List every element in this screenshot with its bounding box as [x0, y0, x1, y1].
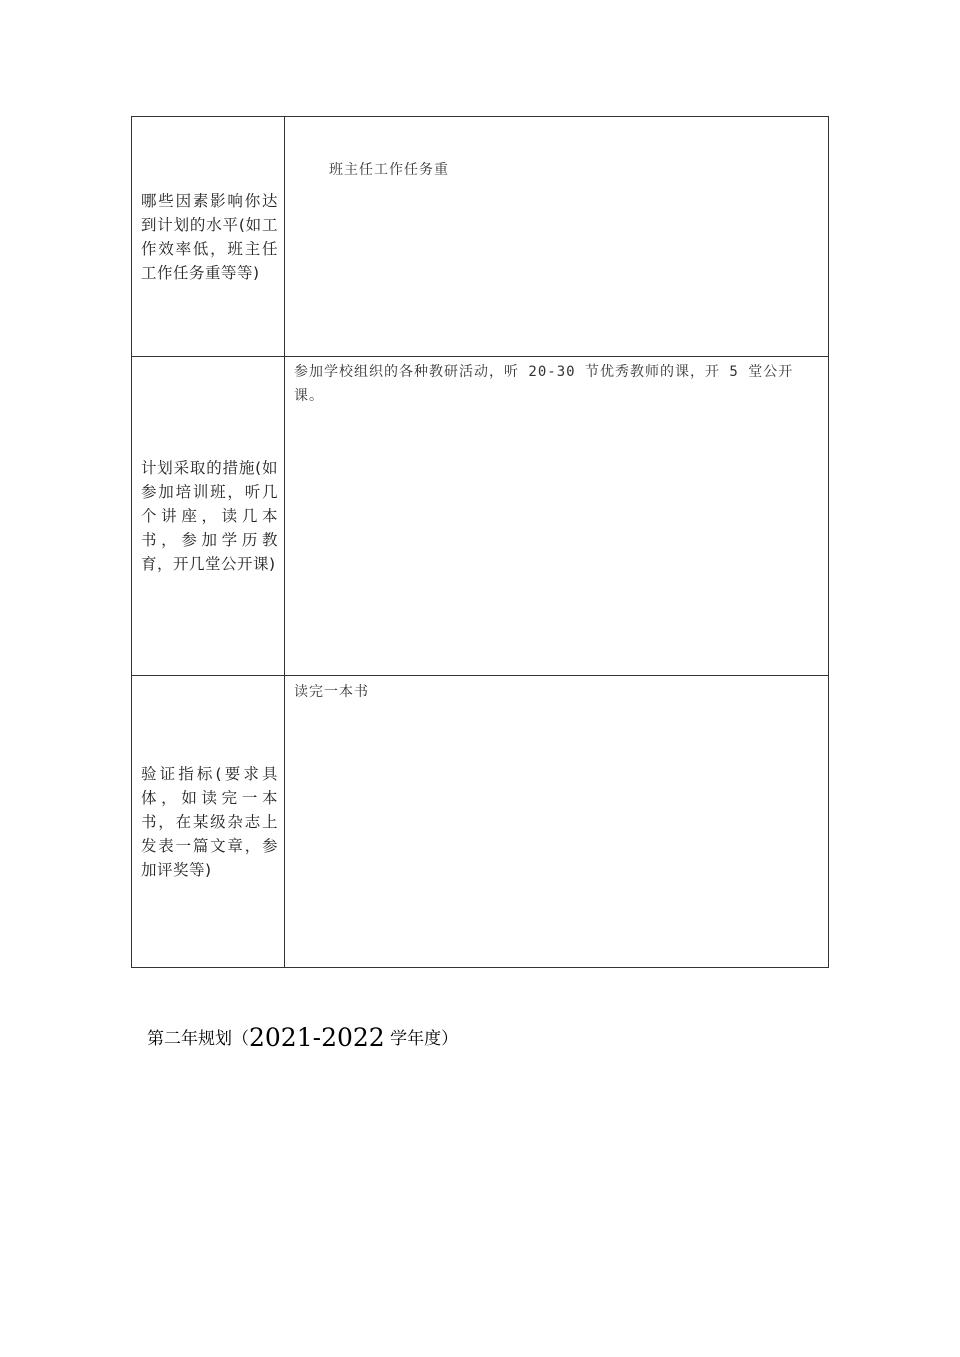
- row-value-cell: [285, 676, 829, 968]
- table-row: [132, 676, 829, 968]
- measures-label: 计划采取的措施(如参加培训班，听几个讲座，读几本书，参加学历教育，开几堂公开课): [141, 459, 278, 573]
- row-label-cell: [132, 676, 285, 968]
- plan-table: [131, 116, 829, 968]
- table-row: [132, 117, 829, 357]
- second-year-plan-heading: [147, 1018, 458, 1059]
- row-value-cell: [285, 357, 829, 676]
- indicators-label: 验证指标(要求具体，如读完一本书，在某级杂志上发表一篇文章，参加评奖等): [141, 764, 278, 879]
- table-row: [132, 357, 829, 676]
- indicators-value: 读完一本书: [294, 684, 369, 700]
- row-label-cell: [132, 117, 285, 357]
- row-label-cell: [132, 357, 285, 676]
- heading-prefix: 第二年规划（: [147, 1029, 249, 1049]
- measures-value: 参加学校组织的各种教研活动，听 20-30 节优秀教师的课，开 5 堂公开课。: [294, 364, 794, 404]
- row-value-cell: [285, 117, 829, 357]
- heading-suffix: 学年度）: [384, 1029, 459, 1049]
- factors-label: 哪些因素影响你达到计划的水平(如工作效率低，班主任工作任务重等等): [141, 191, 278, 282]
- factors-value: 班主任工作任务重: [329, 162, 449, 178]
- heading-years: 2021-2022: [249, 1023, 385, 1052]
